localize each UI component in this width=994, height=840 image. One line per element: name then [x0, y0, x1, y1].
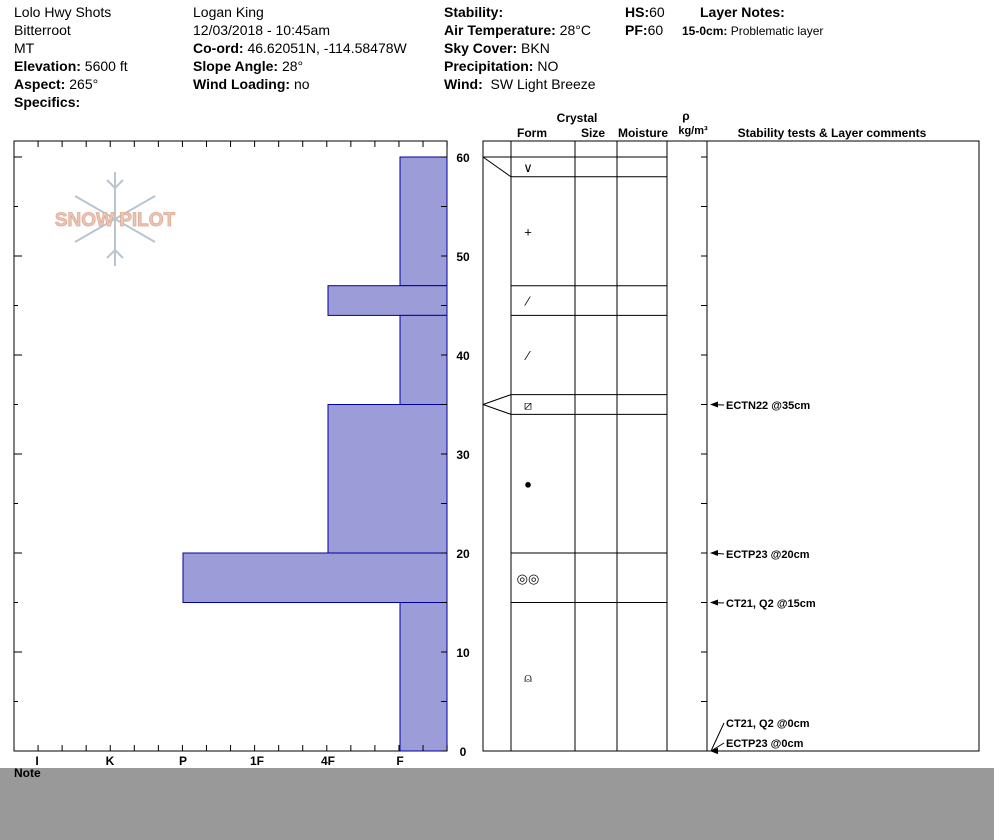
- grain-form-symbol: ●: [524, 476, 532, 492]
- wind-label: Wind:: [444, 76, 483, 92]
- hardness-bar: [400, 157, 447, 286]
- form-header: Form: [517, 126, 547, 140]
- logo-text: SNOW PILOT: [54, 210, 176, 231]
- sky-value: BKN: [521, 40, 550, 56]
- moisture-header: Moisture: [617, 126, 669, 140]
- layer-table: [483, 141, 979, 751]
- snowpilot-logo: [55, 172, 176, 266]
- pf-label: PF:: [625, 22, 648, 38]
- grain-form-symbol: +: [524, 224, 532, 240]
- precip-label: Precipitation:: [444, 58, 534, 74]
- grain-form-symbol: ◎◎: [516, 570, 540, 586]
- aspect-label: Aspect:: [14, 76, 66, 92]
- observer-name: Logan King: [193, 4, 264, 20]
- grain-form-symbol: ⧄: [523, 397, 533, 413]
- grain-form-symbol: ∨: [523, 159, 533, 175]
- stability-test-label: ECTP23 @0cm: [726, 738, 804, 750]
- stability-tests: [710, 400, 816, 754]
- grain-forms: [517, 160, 540, 685]
- crystal-header: Crystal: [556, 111, 598, 125]
- wind-loading-value: no: [293, 76, 310, 92]
- layer-note-depth: 15-0cm:: [682, 24, 728, 38]
- slope-label: Slope Angle:: [193, 58, 279, 74]
- layer-connector: [483, 395, 511, 405]
- depth-tick-label: 50: [456, 250, 470, 264]
- hardness-bar: [183, 553, 447, 603]
- depth-tick-label: 40: [456, 349, 470, 363]
- depth-tick-label: 60: [456, 151, 470, 165]
- stability-test-label: ECTN22 @35cm: [726, 400, 811, 412]
- stability-arrow-icon: [710, 550, 718, 556]
- wind-loading-label: Wind Loading:: [193, 76, 291, 92]
- stability-arrow-icon: [710, 600, 718, 606]
- wind-value: SW Light Breeze: [490, 76, 596, 92]
- depth-tick-label: 20: [456, 547, 470, 561]
- hardness-bar: [400, 603, 447, 752]
- pf-value: 60: [647, 22, 664, 38]
- coord-label: Co-ord:: [193, 40, 244, 56]
- stability-test-label: CT21, Q2 @0cm: [726, 718, 810, 730]
- hardness-label: 1F: [249, 754, 265, 768]
- layer-note-text: Problematic layer: [730, 24, 824, 38]
- table-frame: [483, 141, 979, 751]
- coord-value: 46.62051N, -114.58478W: [247, 40, 407, 56]
- hardness-bar: [328, 405, 447, 554]
- layer-connector: [483, 157, 511, 177]
- hardness-label: 4F: [320, 754, 336, 768]
- hardness-label: I: [35, 754, 39, 768]
- grain-form-symbol: ⁄: [526, 293, 530, 309]
- sky-label: Sky Cover:: [444, 40, 518, 56]
- hardness-bars: [183, 157, 447, 751]
- hardness-bar: [328, 286, 447, 316]
- stability-arrow-icon: [710, 402, 718, 408]
- hs-label: HS:: [625, 4, 650, 20]
- layer-connector: [483, 405, 511, 415]
- depth-tick-label: 10: [456, 646, 470, 660]
- hardness-label: F: [396, 754, 404, 768]
- stability-test-label: ECTP23 @20cm: [726, 549, 810, 561]
- hardness-bar: [400, 315, 447, 404]
- elevation-value: 5600 ft: [84, 58, 128, 74]
- hardness-label: K: [105, 754, 115, 768]
- observation-datetime: 12/03/2018 - 10:45am: [193, 22, 330, 38]
- region-name: Bitterroot: [14, 22, 71, 38]
- state-name: MT: [14, 40, 35, 56]
- aspect-value: 265°: [69, 76, 99, 92]
- grain-form-symbol: ⍝: [524, 669, 532, 685]
- depth-tick-label: 30: [456, 448, 470, 462]
- stability-test-label: CT21, Q2 @15cm: [726, 598, 816, 610]
- slope-value: 28°: [281, 58, 304, 74]
- precip-value: NO: [537, 58, 559, 74]
- stability-label: Stability:: [444, 4, 504, 20]
- column-headers: [517, 109, 927, 140]
- notes-label: Note: [14, 766, 41, 780]
- elevation-label: Elevation:: [14, 58, 81, 74]
- stability-header: Stability tests & Layer comments: [737, 126, 927, 140]
- density-symbol: ρ: [682, 109, 690, 123]
- location-name: Lolo Hwy Shots: [14, 4, 112, 20]
- grain-form-symbol: ⁄: [526, 348, 530, 363]
- footer-band: [0, 768, 994, 840]
- specifics-label: Specifics:: [14, 94, 81, 110]
- air-temp-value: 28°C: [559, 22, 591, 38]
- air-temp-label: Air Temperature:: [444, 22, 556, 38]
- depth-tick-label: 0: [459, 745, 467, 759]
- density-unit: kg/m³: [678, 125, 708, 137]
- size-header: Size: [580, 126, 606, 140]
- hardness-label: P: [178, 754, 188, 768]
- layer-notes-title: Layer Notes:: [700, 4, 785, 20]
- hs-value: 60: [649, 4, 665, 20]
